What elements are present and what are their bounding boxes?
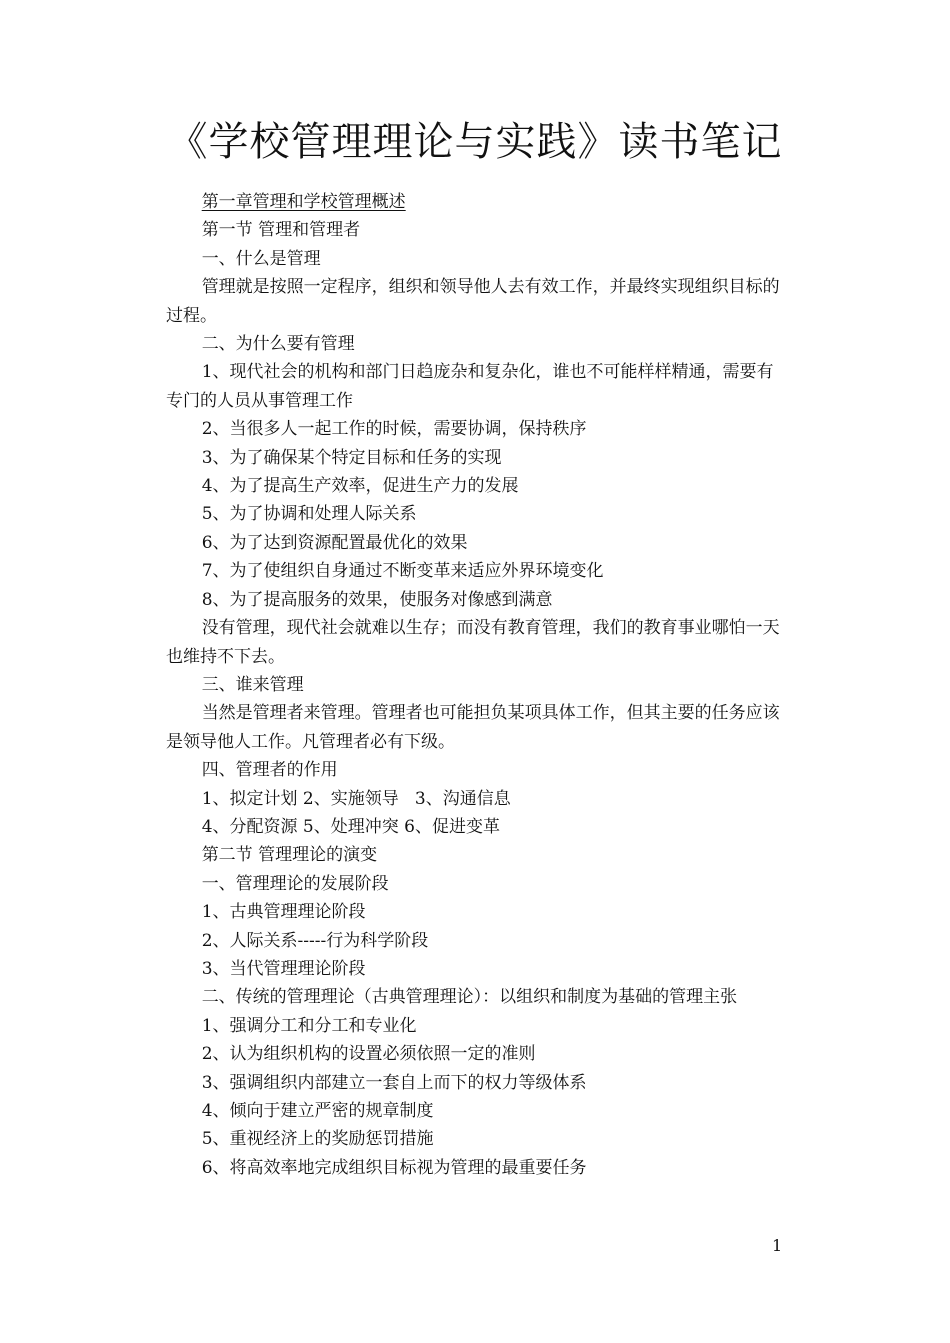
section-heading: 第二节 管理理论的演变 — [201, 845, 378, 866]
document-title: 《学校管理理论与实践》读书笔记 — [167, 119, 783, 165]
subsection-heading: 三、谁来管理 — [201, 674, 304, 695]
list-item: 7、为了使组织自身通过不断变革来适应外界环境变化 — [201, 561, 604, 582]
subsection-heading: 二、传统的管理理论（古典管理理论）：以组织和制度为基础的管理主张 — [201, 987, 738, 1008]
list-item: 6、为了达到资源配置最优化的效果 — [201, 532, 468, 553]
paragraph: 没有管理，现代社会就难以生存；而没有教育管理，我们的教育事业哪怕一天也维持不下去。 — [166, 618, 780, 667]
list-item: 1、拟定计划 2、实施领导 3、沟通信息 — [201, 788, 511, 809]
list-item: 4、为了提高生产效率，促进生产力的发展 — [201, 476, 519, 497]
list-item: 5、重视经济上的奖励惩罚措施 — [201, 1129, 434, 1150]
paragraph: 管理就是按照一定程序，组织和领导他人去有效工作，并最终实现组织目标的过程。 — [166, 277, 780, 326]
list-item: 4、倾向于建立严密的规章制度 — [201, 1101, 434, 1121]
list-item: 6、将高效率地完成组织目标视为管理的最重要任务 — [201, 1157, 587, 1178]
subsection-heading: 二、为什么要有管理 — [201, 334, 355, 355]
subsection-heading: 一、管理理论的发展阶段 — [201, 873, 389, 894]
list-item: 2、人际关系-----行为科学阶段 — [201, 930, 429, 951]
list-item: 1、现代社会的机构和部门日趋庞杂和复杂化，谁也不可能样样精通，需要有专门的人员从事管理工作 — [166, 362, 774, 411]
list-item: 3、当代管理理论阶段 — [201, 958, 366, 979]
subsection-heading: 四、管理者的作用 — [201, 760, 338, 781]
chapter-heading: 第一章管理和学校管理概述 — [201, 192, 406, 212]
section-heading: 第一节 管理和管理者 — [201, 220, 361, 241]
list-item: 3、为了确保某个特定目标和任务的实现 — [201, 447, 502, 468]
list-item: 8、为了提高服务的效果，使服务对像感到满意 — [201, 589, 553, 610]
list-item: 3、强调组织内部建立一套自上而下的权力等级体系 — [201, 1072, 587, 1093]
list-item: 5、为了协调和处理人际关系 — [201, 504, 417, 525]
list-item: 2、当很多人一起工作的时候，需要协调，保持秩序 — [201, 419, 587, 440]
paragraph: 当然是管理者来管理。管理者也可能担负某项具体工作，但其主要的任务应该是领导他人工作。凡管理者必有下级。 — [166, 703, 780, 752]
document-body — [166, 188, 786, 1182]
list-item: 2、认为组织机构的设置必须依照一定的准则 — [201, 1044, 536, 1065]
page-number: 1 — [772, 1236, 783, 1255]
list-item: 4、分配资源 5、处理冲突 6、促进变革 — [201, 816, 500, 837]
list-item: 1、强调分工和分工和专业化 — [201, 1015, 417, 1036]
list-item: 1、古典管理理论阶段 — [201, 902, 366, 923]
subsection-heading: 一、什么是管理 — [201, 248, 321, 269]
